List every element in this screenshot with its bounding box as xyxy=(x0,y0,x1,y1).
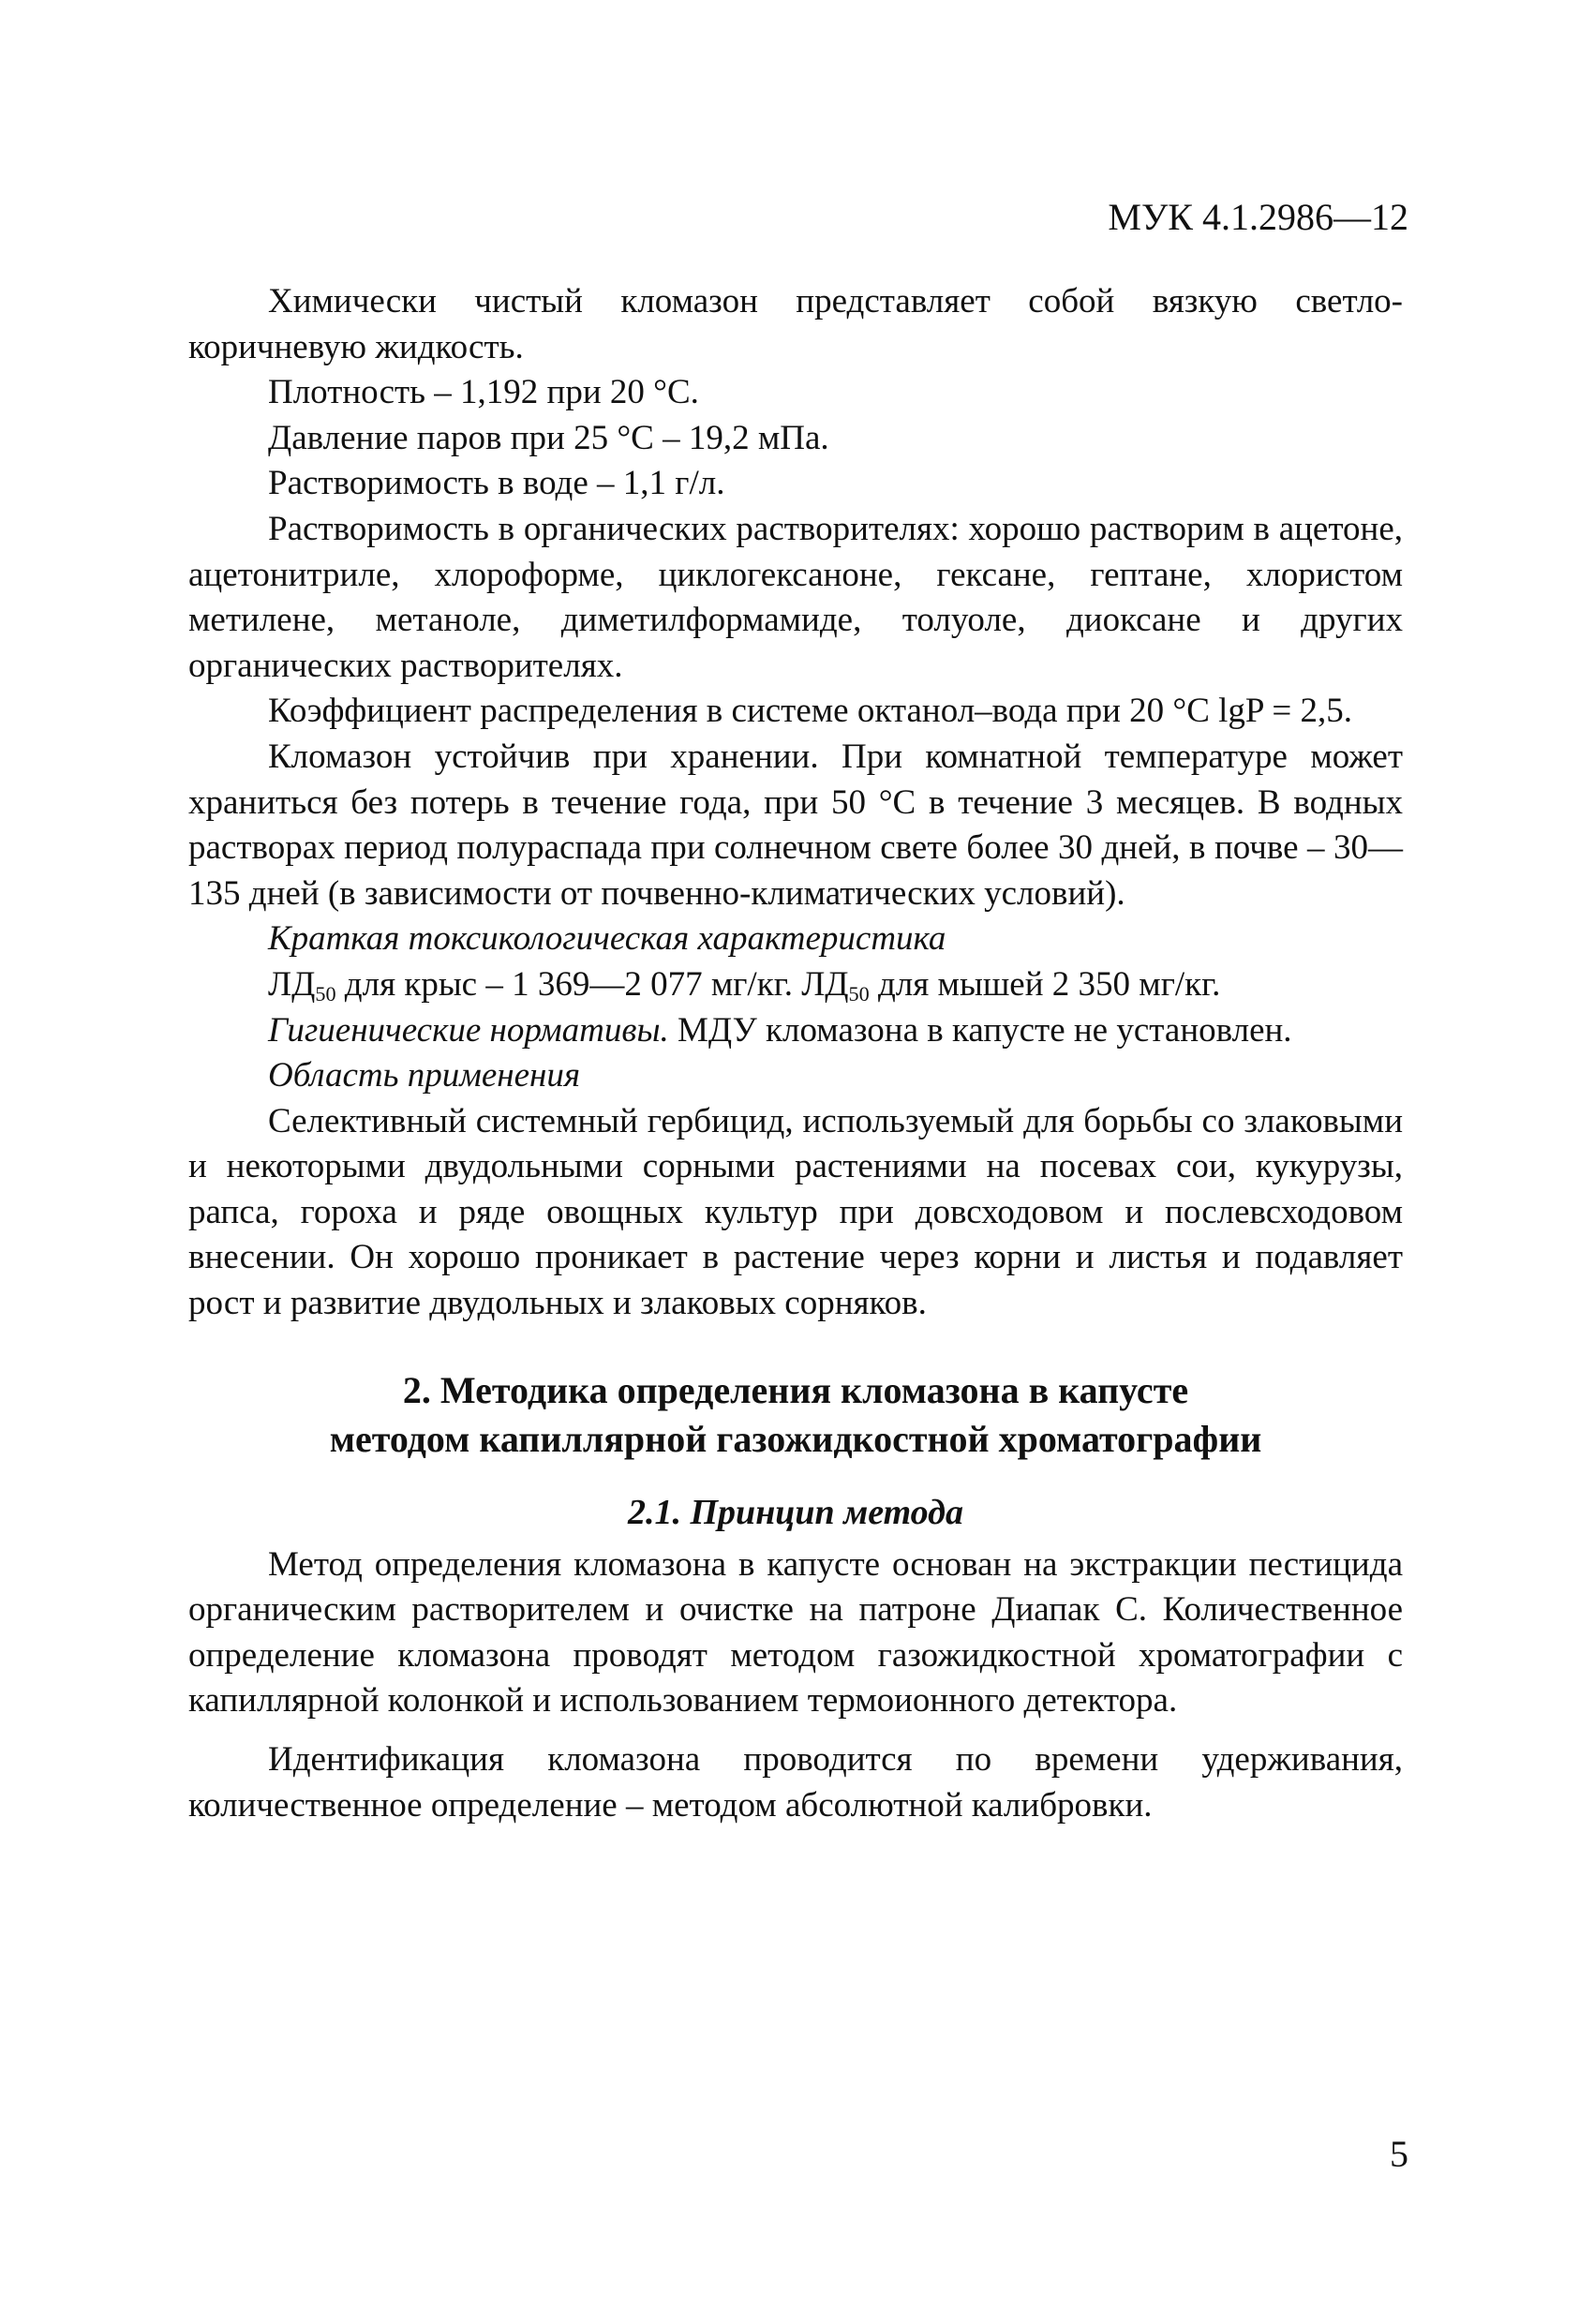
ld-subscript-mice: 50 xyxy=(848,981,870,1006)
identification-paragraph: Идентификация кломазона проводится по времени удерживания, количественное определение – методом абсолютной калибровки. xyxy=(188,1740,1403,1825)
water-solubility-line: Растворимость в воде – 1,1 г/л. xyxy=(268,464,725,503)
partition-coefficient-paragraph: Коэффициент распределения в системе октанол–вода при 20 °С lgP = 2,5. xyxy=(268,692,1352,731)
ld-rats-value: для крыс – 1 369—2 077 мг/кг. xyxy=(335,964,802,1004)
hygiene-label: Гигиенические нормативы. xyxy=(268,1010,669,1050)
page-number: 5 xyxy=(1390,2133,1408,2175)
organic-solubility-paragraph: Растворимость в органических растворителях: хорошо растворим в ацетоне, ацетонитриле, хлороформе, циклогексаноне, гексане, гептане, хлористом метилене, метаноле, диметилформамиде, толуоле, диоксане и других органических растворителях. xyxy=(188,509,1403,685)
application-heading: Область применения xyxy=(268,1056,581,1095)
density-line: Плотность – 1,192 при 20 °С. xyxy=(268,373,699,412)
method-principle-paragraph: Метод определения кломазона в капусте основан на экстракции пестицида органическим растворителем и очистке на патроне Диапак С. Количественное определение кломазона проводят методом газожидкостной хроматографии с капиллярной колонкой и использованием термоионного детектора. xyxy=(188,1544,1403,1721)
page-content xyxy=(188,279,1403,1828)
ld-label-mice: ЛД xyxy=(801,964,849,1004)
vapor-pressure-line: Давление паров при 25 °С – 19,2 мПа. xyxy=(268,418,829,457)
stability-paragraph: Кломазон устойчив при хранении. При комнатной температуре может храниться без потерь в течение года, при 50 °С в течение 3 месяцев. В водных растворах период полураспада при солнечном свете более 30 дней, в почве – 30—135 дней (в зависимости от почвенно-климатических условий). xyxy=(188,737,1403,913)
ld-label-rats: ЛД xyxy=(268,964,316,1004)
section-2-title xyxy=(188,1366,1403,1464)
section-2-title-line-2: методом капиллярной газожидкостной хроматографии xyxy=(329,1417,1262,1460)
hygiene-text: МДУ кломазона в капусте не установлен. xyxy=(668,1010,1292,1050)
document-code: МУК 4.1.2986—12 xyxy=(1108,196,1408,238)
ld-subscript-rats: 50 xyxy=(315,981,336,1006)
section-2-1-title: 2.1. Принцип метода xyxy=(628,1492,963,1532)
ld-mice-value: для мышей 2 350 мг/кг. xyxy=(869,964,1221,1004)
hygiene-paragraph xyxy=(188,1008,1403,1054)
section-2-title-line-1: 2. Методика определения кломазона в капусте xyxy=(402,1368,1189,1411)
toxicology-heading: Краткая токсикологическая характеристика xyxy=(268,919,946,959)
ld50-line xyxy=(188,962,1403,1008)
appearance-paragraph: Химически чистый кломазон представляет собой вязкую светло-коричневую жидкость. xyxy=(188,282,1403,366)
application-paragraph: Селективный системный гербицид, используемый для борьбы со злаковыми и некоторыми двудольными сорными растениями на посевах сои, кукурузы, рапса, гороха и ряде овощных культур при довсходовом и послевсходовом внесении. Он хорошо проникает в растение через корни и листья и подавляет рост и развитие двудольных и злаковых сорняков. xyxy=(188,1101,1403,1323)
